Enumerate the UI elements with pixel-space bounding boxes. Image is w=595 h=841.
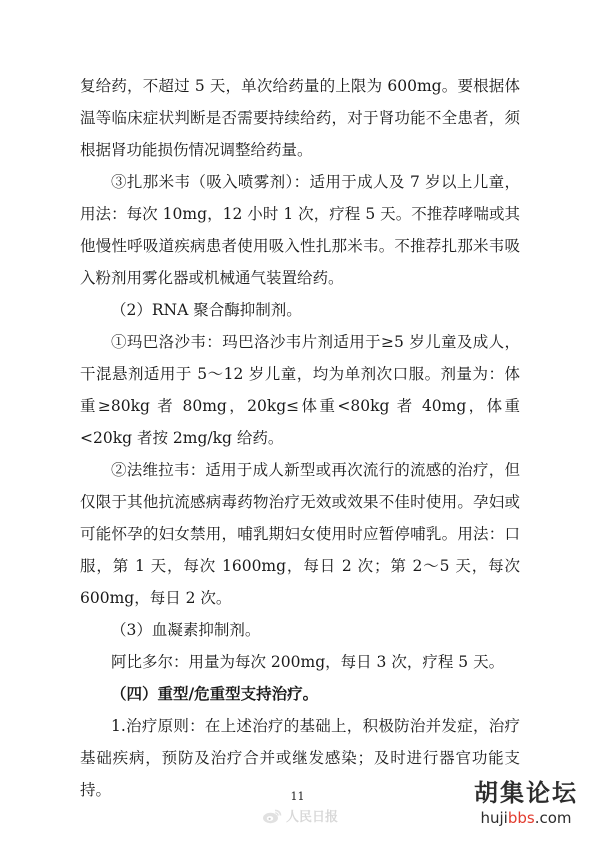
paragraph-treatment-principle: 1.治疗原则：在上述治疗的基础上，积极防治并发症，治疗基础疾病，预防及治疗合并或继发感染；及时进行器官功能支持。 xyxy=(80,717,520,799)
subheading-rna-polymerase: （2）RNA 聚合酶抑制剂。 xyxy=(111,301,302,319)
paragraph-arbidol: 阿比多尔：用量为每次 200mg，每日 3 次，疗程 5 天。 xyxy=(111,653,505,671)
site-url-accent: bbs xyxy=(507,809,535,827)
weibo-label: 人民日报 xyxy=(286,810,339,825)
site-name: 胡集论坛 xyxy=(474,779,578,807)
weibo-icon xyxy=(262,808,282,824)
paragraph-zanamivir: ③扎那米韦（吸入喷雾剂）：适用于成人及 7 岁以上儿童，用法：每次 10mg，12 小时 1 次，疗程 5 天。不推荐哮喘或其他慢性呼吸道疾病患者使用吸入性扎那米韦。不推荐扎那米韦吸入粉剂用雾化器或机械通气装置给药。 xyxy=(80,173,520,287)
paragraph-baloxavir: ①玛巴洛沙韦：玛巴洛沙韦片剂适用于≥5 岁儿童及成人，干混悬剂适用于 5～12 岁儿童，均为单剂次口服。剂量为：体重≥80kg 者 80mg，20kg≤体重<80kg 者 40mg，体重<20kg 者按 2mg/kg 给药。 xyxy=(80,333,520,447)
section-heading-severe-support: （四）重型/危重型支持治疗。 xyxy=(111,684,319,703)
site-watermark xyxy=(471,778,581,828)
site-url xyxy=(471,808,581,828)
document-body xyxy=(80,70,520,806)
site-url-prefix: huji xyxy=(480,809,508,827)
paragraph-favipiravir: ②法维拉韦：适用于成人新型或再次流行的流感的治疗，但仅限于其他抗流感病毒药物治疗无效或效果不佳时使用。孕妇或可能怀孕的妇女禁用，哺乳期妇女使用时应暂停哺乳。用法：口服，第 1 天，每次 1600mg，每日 2 次；第 2～5 天，每次 600mg，每日 2 次。 xyxy=(80,461,520,607)
paragraph-dosage-continuation: 复给药，不超过 5 天，单次给药量的上限为 600mg。要根据体温等临床症状判断是否需要持续给药，对于肾功能不全患者，须根据肾功能损伤情况调整给药量。 xyxy=(80,77,520,159)
weibo-watermark xyxy=(262,806,338,825)
site-url-suffix: .com xyxy=(534,809,572,827)
subheading-hemagglutinin-inhibitor: （3）血凝素抑制剂。 xyxy=(111,621,261,639)
page-number: 11 xyxy=(290,790,305,803)
